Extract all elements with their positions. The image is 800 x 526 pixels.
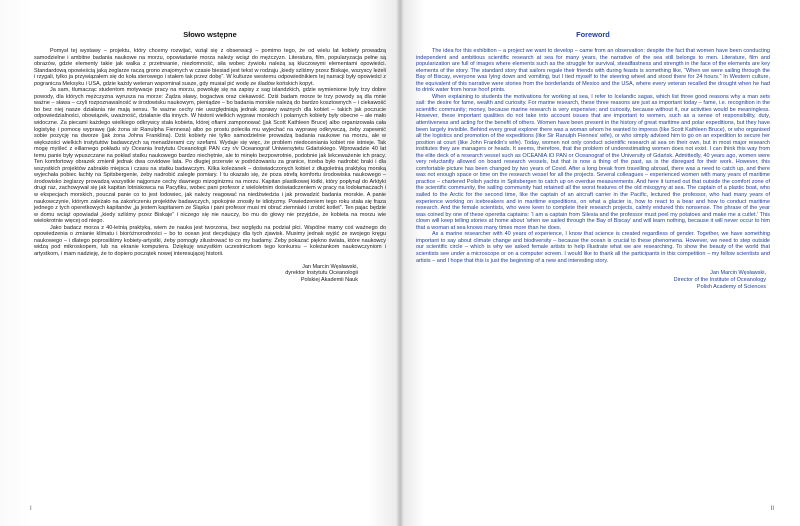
signature-name: Jan Marcin Węsławski,	[302, 263, 358, 270]
signature-english	[416, 270, 770, 290]
paragraph: Jako badacz morza z 40-letnią praktyką, wiem że nauka jest tworzona, bez względu na podział płci. Wspólne mamy coś ważnego do opowiedzenia o zmianie klimatu i bioróżnorodności – bo to ocean jest decydujący dla tych zjawisk. Musimy jednak wyjść ze swojego kręgu naukowego – i dlatego poprosiliśmy kobiety-artystki, żeby pomogły zilustrować to co my badamy. Żeby pokazać piękno świata, które naukowcy widzą pod mikroskopem, lub na ekranie komputera. Dziękuję wszystkim uczestniczkom tego konkursu – koleżankom naukowczyniom i artystkom, i mam nadzieję, że to dopiero początek nowej interesującej historii.	[34, 224, 386, 257]
signature-polish	[34, 264, 386, 284]
right-page-english	[400, 0, 800, 526]
signature-institution: Polskiej Akademii Nauk	[300, 277, 358, 284]
body-text-english	[416, 48, 770, 264]
paragraph: As a marine researcher with 40 years of experience, I know that science is created regardless of gender. Together, we have something important to say about climate change and biodiversity – because the ocean is crucial to these phenomena. However, we need to step outside our scientific circle – which is why we asked female artists to help illustrate what we are researching. To show the beauty of the world that scientists see under a microscope or on a computer screen. I would like to thank all the participants in this competition – my fellow scientists and artists – and I hope that this is just the beginning of a new and interesting story.	[416, 231, 770, 264]
page-number-right: II	[770, 506, 774, 512]
paragraph: Pomysł tej wystawy – projektu, który chcemy rozwijać, wziął się z obserwacji – pomimo tego, że od wielu lat kobiety prowadzą samodzielne i ambitne badania naukowe na morzu, opowiadanie morza należy wciąż do mężczyzn. Literatura, film, popularyzacja pełne są obrazów, gdzie elementy takie jak walka z przetrwanie, niezłomność, siła wobec żywiołu należą są kluczowymi elementami opowieści. Standardową opowieścią jaką żeglarze raczą grono znajomych w czasie biesiad jest tekst w rodzaju „kiedy szliśmy przez Biskaje, wszyscy leżeli i rzygali, tylko ja przywiązałem się do koła sterowego i stałem tak przez dobę”. W kulturze westernu odpowiednikiem tej narracji były opowieści z pogranicza Meksyku i USA, gdzie każdy weteran wspominał susze, gdy musiał pić wodę ze śladów końskich kopyt.	[34, 48, 386, 87]
body-text-polish	[34, 48, 386, 258]
signature-name: Jan Marcin Węsławski,	[710, 270, 766, 277]
signature-role: dyrektor Instytutu Oceanologii	[285, 270, 358, 277]
signature-institution: Polish Academy of Sciences	[696, 283, 766, 290]
paragraph: Ja sam, tłumacząc studentom motywacje pracy na morzu, powołuję się na zapisy z sag islandzkich, gdzie wymienione były trzy dobre powody, dla których mężczyzna wyrusza na morze: Żądza sławy, bogactwa oraz ciekawość. Dziś badam morze te trzy powody są dla mnie ważne – sława – czyli rozpoznawalność w środowisku naukowym, pieniądze – bo badania morskie należą do bardzo kosztownych – i ciekawość bo bez niej nasze działania nie mają sensu. Te ważne cechy nie uwzględniają jednak sprawy ważnych dla kobiet – takich jak poczucie odpowiedzialności, obowiązek, uważność, działanie dla innych. W historii wielkich wypraw morskich i polarnych kobiety były obecne – ale mało widoczne. Za piecami każdego wielkiego odkrywcy stała kobieta, której ofiarni zamponować (jak Scott Kathleen Bruce) albo organizowała cała logistykę i pomocę wyprawę (jak żona sir Ranulpha Fiennesa) albo po prostu poleciła mu wyjechać na wyprawę odkrywczą, żeby zapewnić sobie pozycję na dworze (jak żona Johna Franklina). Dziś kobiety nie tylko samodzielnie prowadzą badania naukowe na morzu, ale w większości wielkich instytutów badawczych są menadżerami czy szefami. Wydaje się więc, że problem niedoceniania kobiet nie istnieje. Tak mogę myśleć z eillarnego pokładu s/y Oceania Instytutu Oceanologii PAN czy r/v Oceanograf Uniwersytetu Gdańskiego. Wprowadzie 40 lat temu panie były wpuszczane na pokład statku naukowego bardzo niechętnie, ale to minęło bezpowrotnie, podobnie jak lekceważenie ich pracy. Ten komfortowy obrazek zmienił jednak dwa covidowe lata. Po długiej przerwie w podróżowaniu za granice, trzeba było nadrobić braki i dla wszystkich projektów zabrakło miejsca i czasu na statku badawczym. Kilka koleżanek – doświadczonych kobiet z długoletnią praktyką morską wyjechała pobiec łachty na Spitsbergenie, żeby nadrobić zaległe pomiary. I tu okazało się, że poza strefą komfortu środowiska naukowego – środowisko żeglarzy prowadzą wszystkie najgorsze cechy dawnego mizoginizmu na morzu. Kapitan plastikowej łódki, który popłynął do Arktyki drugi raz, zachowywał się jak kapitan lotniskowca na Pacyfiku, wobec pani profesor z wieloletnim doświadczeniem w pracy na lodołamaczach i w ekspecjach morskich, pouczał panie co to jest lodowiec, jak należy reagować na niedźwiedzia i jak prowadzić badania morskie. A panie naukowczynie, którym zależało na zakończeniu projektów badawczych, spokojnie znosiły te idiotyzmy. Powiedzeniem tego roku stała się fraza jednego z tych operetkowych kapitanów „ja jestem kapitanem ze Śląska i pani profesor musi mi obrać ziemniaki i zrobić kotlet”. Ten pajac będzie w domu wciąż opowiadał „kiedy szliśmy przez Biskaje” i niczego się nie nauczy, bo mu do głowy nie przyjdzie, że kobieta na morzu wie wielokrotnie więcej od niego.	[34, 87, 386, 225]
page-title-english: Foreword	[576, 30, 610, 39]
page-title-polish: Słowo wstępne	[183, 30, 237, 39]
page-number-left: I	[30, 506, 32, 512]
paragraph: When explaining to students the motivations for working at sea, I refer to Icelandic sagas, which list three good reasons why a man sets sail: the desire for fame, wealth and curiosity. For marine research, these three reasons are just as important today – fame, i.e. recognition in the scientific community; money, because marine research is very expensive; and curiosity, because without it, our activities would be meaningless. However, these important qualities do not take into account issues that are important to women, such as a sense of responsibility, duty, attentiveness and acting for the benefit of others. Women have been present in the history of great maritime and polar expeditions, but they have been largely invisible. Behind every great explorer there was a woman whom he wanted to impress (like Scott Kathleen Bruce), or who organised all the logistics and promotion of the expeditions (like Sir Ranulph Fiennes' wife), or who simply advised him to go on an expedition to secure her position at court (like John Franklin's wife). Today, women not only conduct scientific research at sea on their own, but in most major research institutes they are managers or heads. It seems, therefore, that the problem of underestimating women does not exist. I can think this way from the elite deck of a research vessel such as OCEANIA IO PAN or Oceanograf of the University of Gdańsk. Admittedly, 40 years ago, women were very reluctantly allowed on board research vessels, but that is now a thing of the past, as is the disregard for their work. However, this comfortable picture has been changed by two years of Covid. After a long break from travelling abroad, there was a need to catch up, and there was not enough space or time on the research vessel for all the projects. Several colleagues – experienced women with many years of maritime practice – chartered Polish yachts in Spitsbergen to catch up on overdue measurements. And here it turned out that outside the comfort zone of the scientific community, the sailing community had retained all the worst features of the old misogyny at sea. The captain of a plastic boat, who sailed to the Arctic for the second time, like the captain of an aircraft carrier in the Pacific, lectured the professor, who had many years of experience working on icebreakers and in maritime expeditions, on what a glacier is, how to react to a bear and how to conduct maritime research. And the female scientists, who were keen to complete their research projects, calmly endured this nonsense. The phrase of the year was coined by one of these operetta captains: ‘I am a captain from Silesia and the professor must peel my potatoes and make me a cutlet.’ This clown will keep telling stories at home about ‘when we sailed through the Bay of Biscay’ and will learn nothing, because it will never occur to him that a woman at sea knows many times more than he does.	[416, 93, 770, 231]
signature-role: Director of the Institute of Oceanology	[673, 276, 766, 283]
paragraph: The idea for this exhibition – a project we want to develop – came from an observation: despite the fact that women have been conducting independent and ambitious scientific research at sea for many years, the narrative of the sea still belongs to men. Literature, film and popularization are full of images where elements such as the struggle for survival, steadfastness and strength in the face of the elements are key elements of the story. The standard story that sailors regale their friends with during feasts is something like, “When we were sailing through the Bay of Biscay, everyone was lying down and vomiting, but I tied myself to the steering wheel and stood there for 24 hours.” In Western culture, the equivalent of this narrative were stories from the borderlands of Mexico and the USA, where every veteran recalled the drought when he had to drink water from horse hoof prints.	[416, 48, 770, 94]
